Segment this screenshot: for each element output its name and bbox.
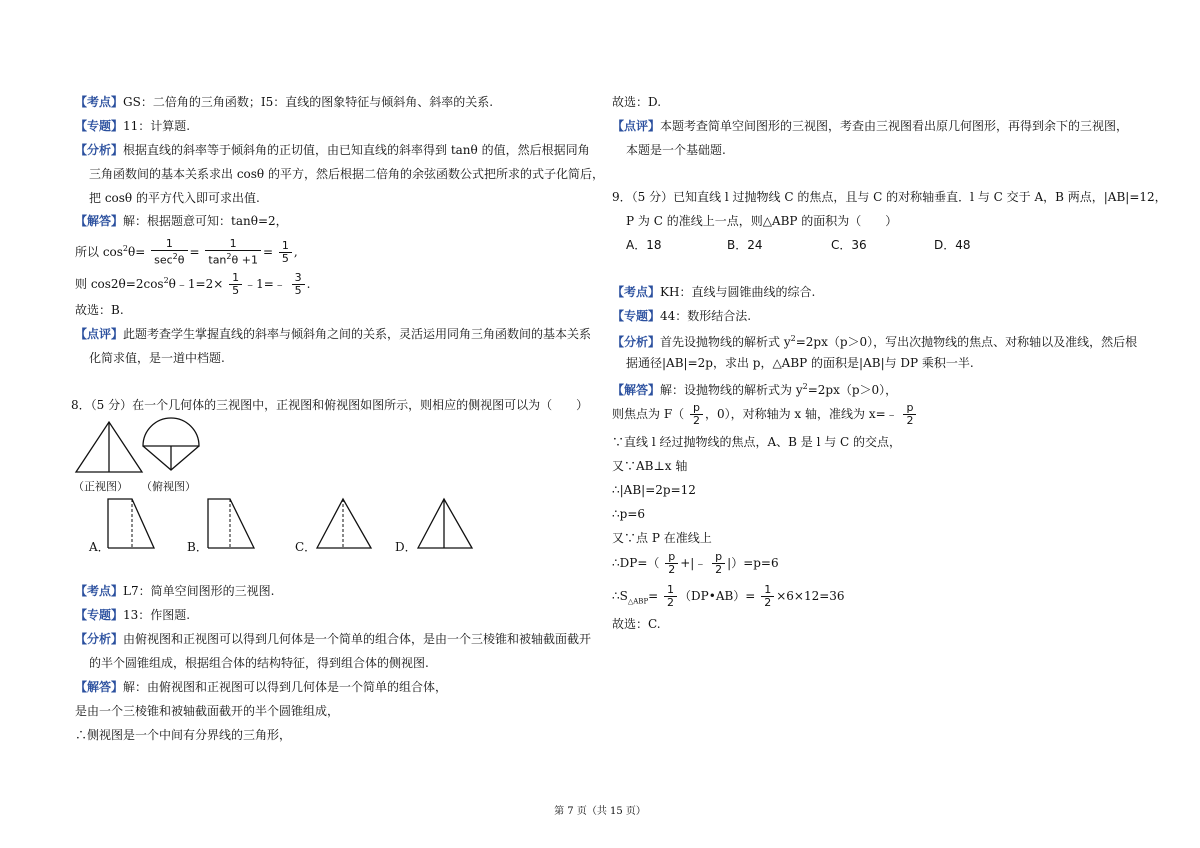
q9-option-a: A．18: [626, 238, 662, 252]
kaodian-tag: 【考点】: [75, 584, 124, 598]
q8-option-a-label: A．: [89, 540, 110, 554]
q8-jieda: [75, 679, 447, 695]
fenxi-line: 由俯视图和正视图可以得到几何体是一个简单的组合体，是由一个三棱锥和被轴截面截开: [123, 632, 592, 646]
dianping-line: 本题考查简单空间图形的三视图，考查由三视图看出原几何图形，再得到余下的三视图，: [660, 119, 1129, 133]
q7-fenxi-line-2: 三角函数间的基本关系求出 cosθ 的平方，然后根据二倍角的余弦函数公式把所求的式子化简后，: [89, 167, 604, 181]
q8-fenxi-line-2: 的半个圆锥组成，根据组合体的结构特征，得到组合体的侧视图.: [89, 656, 429, 670]
q8-front-label: （正视图）: [73, 480, 128, 493]
fraction: $\frac{3}{5}$: [292, 272, 305, 297]
zhuanti-text: 11：计算题.: [123, 119, 191, 133]
q9-fenxi: 【分析】首先设抛物线的解析式 $y^2=2px(p>0)$，写出次抛物线的焦点、对称轴以及准线，然后根: [612, 334, 1138, 349]
q7-dianping-line-2: 化简求值，是一道中档题.: [89, 351, 225, 365]
q7-answer: 故选：B.: [75, 303, 124, 317]
q7-calc-2: 则 $\cos 2\theta=2\cos^2\theta﹣1=2\times$ $\frac{1}{5}$ ﹣1=﹣ $\frac{3}{5}$ .: [75, 271, 311, 297]
q9-also-line: 又∵AB⊥x 轴: [612, 459, 688, 473]
dianping-line: 此题考查学生掌握直线的斜率与倾斜角之间的关系，灵活运用同角三角函数间的基本关系: [123, 327, 592, 341]
q8-dianping: [612, 118, 1128, 134]
q9-jieda: 【解答】解：设抛物线的解析式为 $y^2=2px(p>0)$，: [612, 382, 898, 397]
fenxi-tag: 【分析】: [75, 632, 124, 646]
jieda-tag: 【解答】: [75, 680, 124, 694]
q9-stem-line-2: P 为 C 的准线上一点，则△ABP 的面积为（ ）: [626, 214, 898, 228]
kaodian-text: L7：简单空间图形的三视图.: [123, 584, 275, 598]
q9-option-d: D．48: [934, 238, 971, 252]
fraction: $\frac{p}{2}$: [690, 402, 703, 427]
q8-dianping-line-2: 本题是一个基础题.: [626, 143, 726, 157]
fenxi-tag: 【分析】: [75, 143, 124, 157]
q9-ab-line: ∴|AB|=2p=12: [612, 483, 696, 497]
fraction: $\frac{p}{2}$: [903, 402, 916, 427]
q8-option-b-figure: [206, 497, 256, 551]
fraction: $\frac{1}{5}$: [279, 240, 292, 265]
fraction: $\frac{p}{2}$: [712, 551, 725, 576]
q8-answer: 故选：D.: [612, 95, 662, 109]
dianping-tag: 【点评】: [75, 327, 124, 341]
q8-top-view-figure: [141, 416, 203, 472]
kaodian-text: GS：二倍角的三角函数；I5：直线的图象特征与倾斜角、斜率的关系.: [123, 95, 494, 109]
kaodian-text: KH：直线与圆锥曲线的综合.: [660, 285, 816, 299]
q9-focus-line: 则焦点为 F（ $\frac{p}{2}$ ，0），对称轴为 x 轴，准线为 x=﹣ $\frac{p}{2}$: [612, 398, 918, 430]
fraction: $\frac{1}{5}$: [229, 272, 242, 297]
fenxi-tag: 【分析】: [612, 335, 661, 349]
q9-option-c: C．36: [831, 238, 867, 252]
zhuanti-tag: 【专题】: [612, 309, 661, 323]
q9-zhuanti: [612, 308, 751, 324]
q8-kaodian: [75, 583, 274, 599]
jieda-line: 解：由俯视图和正视图可以得到几何体是一个简单的组合体，: [123, 680, 448, 694]
q9-also2-line: 又∵点 P 在准线上: [612, 531, 712, 545]
kaodian-tag: 【考点】: [612, 285, 661, 299]
q8-option-a-figure: [106, 497, 156, 551]
q8-fenxi: [75, 631, 591, 647]
q7-zhuanti: [75, 118, 190, 134]
page-footer: 第 7 页（共 15 页）: [554, 806, 646, 817]
q8-option-d-figure: [416, 497, 476, 551]
q8-top-label: （俯视图）: [141, 480, 196, 493]
jieda-line: 解：根据题意可知：tanθ=2，: [123, 214, 288, 228]
fraction: $\frac{1}{\tan^2\theta +1}$: [205, 238, 261, 267]
q8-jieda-line-2: 是由一个三棱锥和被轴截面截开的半个圆锥组成，: [75, 704, 340, 718]
zhuanti-tag: 【专题】: [75, 608, 124, 622]
q8-stem: 8．（5 分）在一个几何体的三视图中，正视图和俯视图如图所示，则相应的侧视图可以为（ ）: [71, 398, 589, 412]
fraction: $\frac{1}{2}$: [761, 584, 774, 609]
fraction: $\frac{1}{2}$: [664, 584, 677, 609]
zhuanti-text: 13：作图题.: [123, 608, 191, 622]
jieda-tag: 【解答】: [75, 214, 124, 228]
q8-option-d-label: D．: [395, 540, 417, 554]
kaodian-tag: 【考点】: [75, 95, 124, 109]
q9-stem-line-1: 9．（5 分）已知直线 l 过抛物线 C 的焦点，且与 C 的对称轴垂直．l 与 C 交于 A，B 两点，|AB|=12，: [612, 190, 1167, 204]
q9-kaodian: [612, 284, 815, 300]
q9-fenxi-line-2: 据通径|AB|=2p，求出 p，△ABP 的面积是|AB|与 DP 乘积一半.: [626, 356, 974, 370]
q9-because-line: ∵直线 l 经过抛物线的焦点，A、B 是 l 与 C 的交点，: [612, 435, 902, 449]
q7-fenxi: [75, 142, 590, 158]
dianping-tag: 【点评】: [612, 119, 661, 133]
fenxi-line: 根据直线的斜率等于倾斜角的正切值，由已知直线的斜率得到 tanθ 的值，然后根据同角: [123, 143, 590, 157]
q9-option-b: B．24: [727, 238, 763, 252]
zhuanti-text: 44：数形结合法.: [660, 309, 752, 323]
q9-area-line: $\therefore S_{\triangle ABP}=$ $\frac{1}{2}$ （DP•AB）= $\frac{1}{2}$ ×6×12=36: [612, 583, 845, 609]
q9-p-line: ∴p=6: [612, 507, 646, 521]
jieda-tag: 【解答】: [612, 383, 661, 397]
q7-fenxi-line-3: 把 cosθ 的平方代入即可求出值.: [89, 191, 260, 205]
q9-dp-line: ∴DP=（ $\frac{p}{2}$ +|﹣ $\frac{p}{2}$ |）=p=6: [612, 550, 779, 576]
q8-option-c-label: C．: [295, 540, 317, 554]
zhuanti-tag: 【专题】: [75, 119, 124, 133]
fraction: $\frac{1}{\sec^2\theta}$: [151, 238, 187, 267]
q8-option-c-figure: [315, 497, 375, 551]
fraction: $\frac{p}{2}$: [665, 551, 678, 576]
q7-jieda: [75, 213, 288, 229]
q7-dianping: [75, 326, 591, 342]
q8-jieda-line-3: ∴侧视图是一个中间有分界线的三角形，: [75, 728, 292, 742]
q9-answer: 故选：C.: [612, 617, 661, 631]
q7-calc-1: 所以 $\cos^2\theta=$ $\frac{1}{\sec^2\theta}$ = $\frac{1}{\tan^2\theta +1}$ = $\frac{1}{5}$ ,: [75, 237, 298, 267]
q8-front-view-figure: [75, 420, 145, 474]
q8-option-b-label: B．: [187, 540, 208, 554]
q8-zhuanti: [75, 607, 190, 623]
q7-kaodian: [75, 94, 493, 110]
